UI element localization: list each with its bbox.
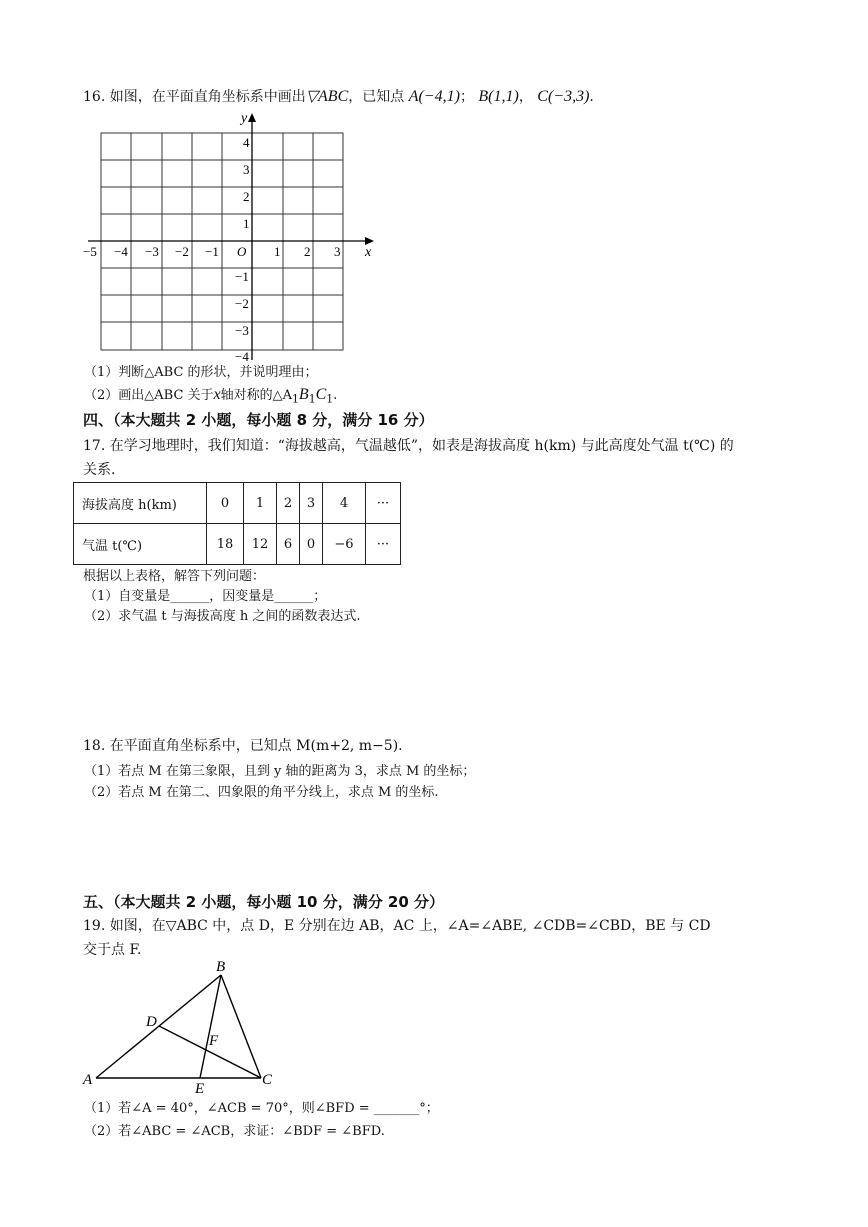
q17-part2: （2）求气温 t 与海拔高度 h 之间的函数表达式. xyxy=(84,609,361,624)
x-tick: 2 xyxy=(304,244,311,259)
coordinate-grid xyxy=(80,110,380,365)
y-tick: 1 xyxy=(243,216,250,231)
q18-stem: 18. 在平面直角坐标系中，已知点 M(m+2, m−5). xyxy=(83,738,403,754)
table-header-altitude: 海拔高度 h(km) xyxy=(74,483,207,524)
q19-line2: 交于点 F. xyxy=(83,942,142,958)
table-cell: 0 xyxy=(300,524,323,565)
x-tick: −1 xyxy=(205,244,219,259)
q18-part1: （1）若点 M 在第三象限，且到 y 轴的距离为 3，求点 M 的坐标； xyxy=(84,764,476,779)
y-axis-label: y xyxy=(241,111,248,126)
x-tick: −3 xyxy=(145,244,159,259)
y-tick: −2 xyxy=(235,296,249,311)
origin-label: O xyxy=(237,244,247,259)
x-tick: −2 xyxy=(175,244,189,259)
table-cell: −6 xyxy=(323,524,366,565)
table-cell: 12 xyxy=(244,524,277,565)
x-tick: −4 xyxy=(114,244,128,259)
q16-part1: （1）判断△ABC 的形状，并说明理由； xyxy=(84,365,318,380)
table-cell: 2 xyxy=(277,483,300,524)
q17-line1: 17. 在学习地理时，我们知道：“海拔越高，气温越低”，如表是海拔高度 h(km) 与此高度处气温 t(℃) 的 xyxy=(83,438,734,454)
point-label-C: C xyxy=(262,1072,273,1088)
table-header-temperature: 气温 t(℃) xyxy=(74,524,207,565)
table-cell: 1 xyxy=(244,483,277,524)
y-tick: 3 xyxy=(243,162,250,177)
x-tick: 1 xyxy=(274,244,281,259)
table-cell: 4 xyxy=(323,483,366,524)
q17-intro: 根据以上表格，解答下列问题： xyxy=(83,569,266,584)
point-label-F: F xyxy=(209,1033,219,1049)
q19-part1: （1）若∠A = 40°，∠ACB = 70°，则∠BFD = _______°； xyxy=(84,1101,439,1116)
x-tick: −5 xyxy=(83,244,97,259)
table-row xyxy=(74,524,401,565)
point-label-D: D xyxy=(146,1014,157,1030)
x-axis-label: x xyxy=(365,245,372,260)
table-row xyxy=(74,483,401,524)
q16-part2: （2）画出△ABC 关于x轴对称的$\triangle A_1B_1C_1$. xyxy=(84,386,338,406)
q17-line2: 关系. xyxy=(83,462,116,478)
x-tick: 3 xyxy=(334,244,341,259)
table-cell: ··· xyxy=(366,483,401,524)
section-5-heading: 五、（本大题共 2 小题，每小题 10 分，满分 20 分） xyxy=(83,893,445,911)
section-4-heading: 四、（本大题共 2 小题，每小题 8 分，满分 16 分） xyxy=(83,411,434,429)
table-cell: 3 xyxy=(300,483,323,524)
altitude-temperature-table xyxy=(73,482,401,565)
q19-line1: 19. 如图，在▽ABC 中，点 D，E 分别在边 AB，AC 上，∠A=∠ABE, ∠CDB=∠CBD，BE 与 CD xyxy=(83,918,711,934)
triangle-figure xyxy=(80,955,280,1095)
point-label-B: B xyxy=(216,959,226,975)
y-tick: −4 xyxy=(235,349,249,364)
q18-part2: （2）若点 M 在第二、四象限的角平分线上，求点 M 的坐标. xyxy=(84,785,439,800)
table-cell: ··· xyxy=(366,524,401,565)
x-axis-arrow-icon xyxy=(365,237,374,245)
y-tick: 4 xyxy=(243,135,250,150)
point-label-A: A xyxy=(83,1072,93,1088)
point-label-E: E xyxy=(195,1081,205,1095)
q19-part2: （2）若∠ABC = ∠ACB，求证：∠BDF = ∠BFD. xyxy=(84,1124,385,1139)
y-tick: 2 xyxy=(243,189,250,204)
table-cell: 6 xyxy=(277,524,300,565)
y-tick: −3 xyxy=(235,323,249,338)
table-cell: 18 xyxy=(207,524,244,565)
y-tick: −1 xyxy=(235,269,249,284)
q17-part1: （1）自变量是______，因变量是______； xyxy=(84,589,327,604)
table-cell: 0 xyxy=(207,483,244,524)
q16-stem: 16. 如图，在平面直角坐标系中画出▽ABC，已知点 A(−4,1)； B(1,1)， C(−3,3). xyxy=(83,88,594,105)
y-axis-arrow-icon xyxy=(248,113,256,122)
